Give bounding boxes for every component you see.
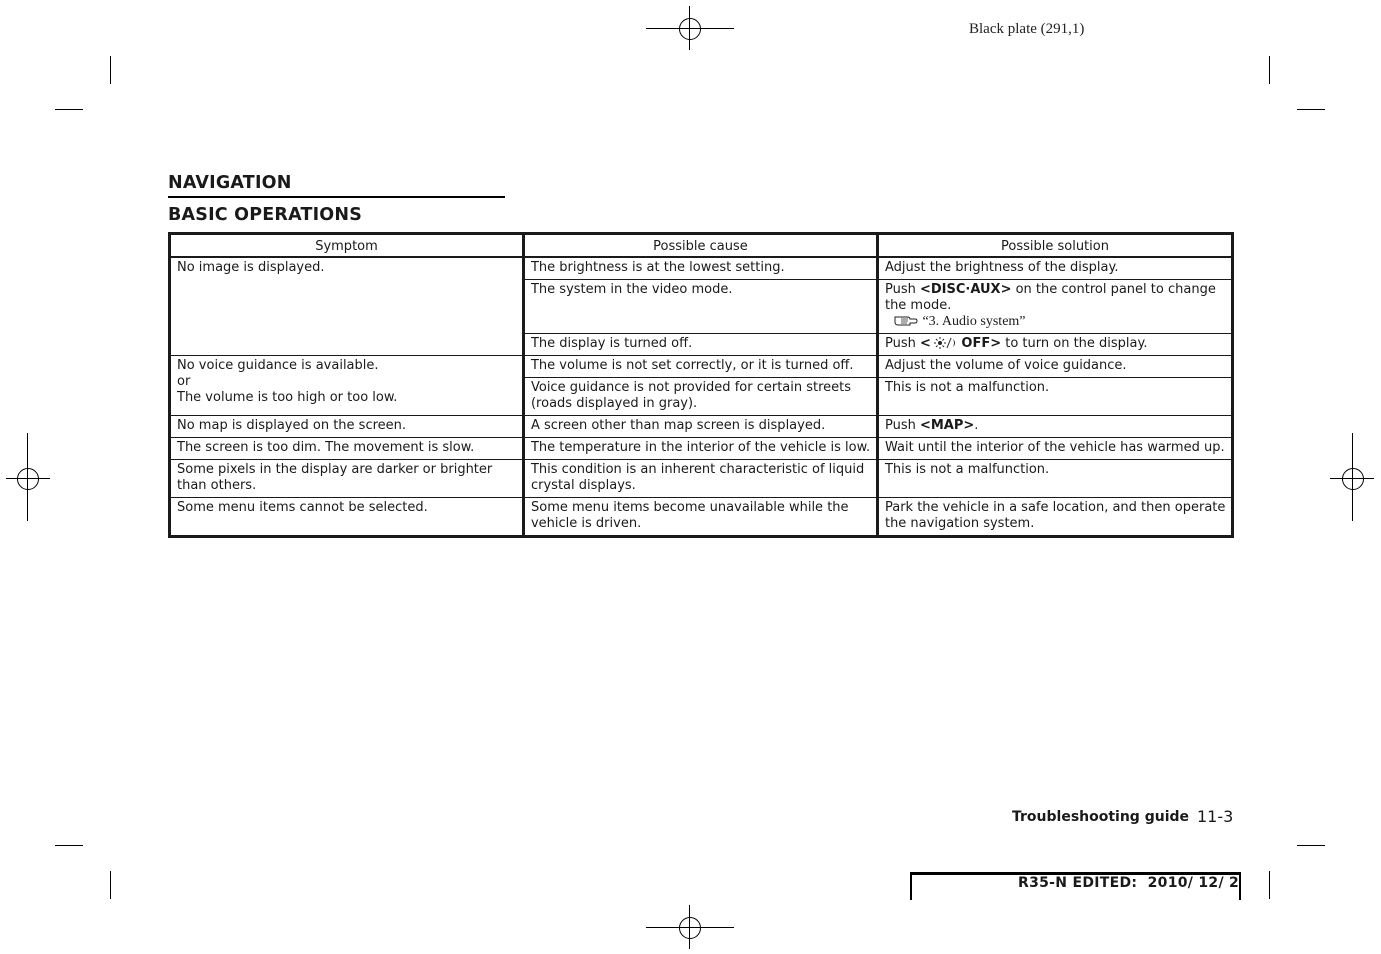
symptom-line: or [177,374,191,389]
page-number: 11-3 [1197,807,1234,826]
cause-cell: A screen other than map screen is displayed. [523,416,877,438]
cause-cell: This condition is an inherent characteristic of liquid crystal displays. [523,460,877,498]
symptom-cell: Some pixels in the display are darker or brighter than others. [170,460,524,498]
solution-cell [877,416,1232,438]
map-button-label: <MAP> [919,418,975,433]
symptom-cell: Some menu items cannot be selected. [170,498,524,537]
reference-text: “3. Audio system” [922,314,1026,329]
page-reference [885,314,1227,330]
brightness-moon-icon [931,336,957,349]
cause-cell: Voice guidance is not provided for certain streets (roads displayed in gray). [523,378,877,416]
troubleshooting-table [168,232,1234,538]
symptom-cell [170,356,524,416]
symptom-line: No voice guidance is available. [177,358,379,373]
column-header-solution: Possible solution [877,234,1232,258]
edit-stamp: R35-N EDITED: 2010/ 12/ 2 [1018,875,1240,891]
solution-cell: Park the vehicle in a safe location, and then operate the navigation system. [877,498,1232,537]
disc-aux-button-label: <DISC·AUX> [919,282,1012,297]
table-row [170,356,1233,378]
solution-cell: Wait until the interior of the vehicle has warmed up. [877,438,1232,460]
solution-text: Push [884,336,920,351]
section-rule [168,196,505,198]
reference-hand-icon [893,314,919,327]
footer-section-name: Troubleshooting guide [1012,809,1190,825]
symptom-cell: No image is displayed. [170,257,524,356]
table-header-row [170,234,1233,258]
plate-label: Black plate (291,1) [969,21,1085,37]
cause-cell: Some menu items become unavailable while the vehicle is driven. [523,498,877,537]
brightness-button-label-close: OFF> [956,336,1002,351]
cause-cell: The temperature in the interior of the vehicle is low. [523,438,877,460]
cause-cell: The display is turned off. [523,334,877,356]
solution-text: Push [884,282,920,297]
solution-cell: Adjust the brightness of the display. [877,257,1232,280]
table-row [170,460,1233,498]
solution-cell [877,280,1232,334]
cause-cell: The volume is not set correctly, or it is turned off. [523,356,877,378]
solution-cell [877,334,1232,356]
solution-cell: Adjust the volume of voice guidance. [877,356,1232,378]
solution-cell: This is not a malfunction. [877,378,1232,416]
symptom-cell: The screen is too dim. The movement is slow. [170,438,524,460]
column-header-symptom: Symptom [170,234,524,258]
column-header-cause: Possible cause [523,234,877,258]
table-row [170,438,1233,460]
cause-cell: The system in the video mode. [523,280,877,334]
cause-cell: The brightness is at the lowest setting. [523,257,877,280]
solution-text: to turn on the display. [1001,336,1148,351]
table-row [170,416,1233,438]
symptom-line: The volume is too high or too low. [177,390,398,405]
brightness-button-label-open: < [919,336,931,351]
solution-text: . [974,418,979,433]
section-subtitle: BASIC OPERATIONS [168,205,363,225]
solution-cell: This is not a malfunction. [877,460,1232,498]
symptom-cell: No map is displayed on the screen. [170,416,524,438]
solution-text: Push [884,418,920,433]
table-row [170,257,1233,280]
solution-text: on the control panel to change the mode. [884,282,1216,313]
section-title: NAVIGATION [168,173,292,193]
table-row [170,498,1233,537]
